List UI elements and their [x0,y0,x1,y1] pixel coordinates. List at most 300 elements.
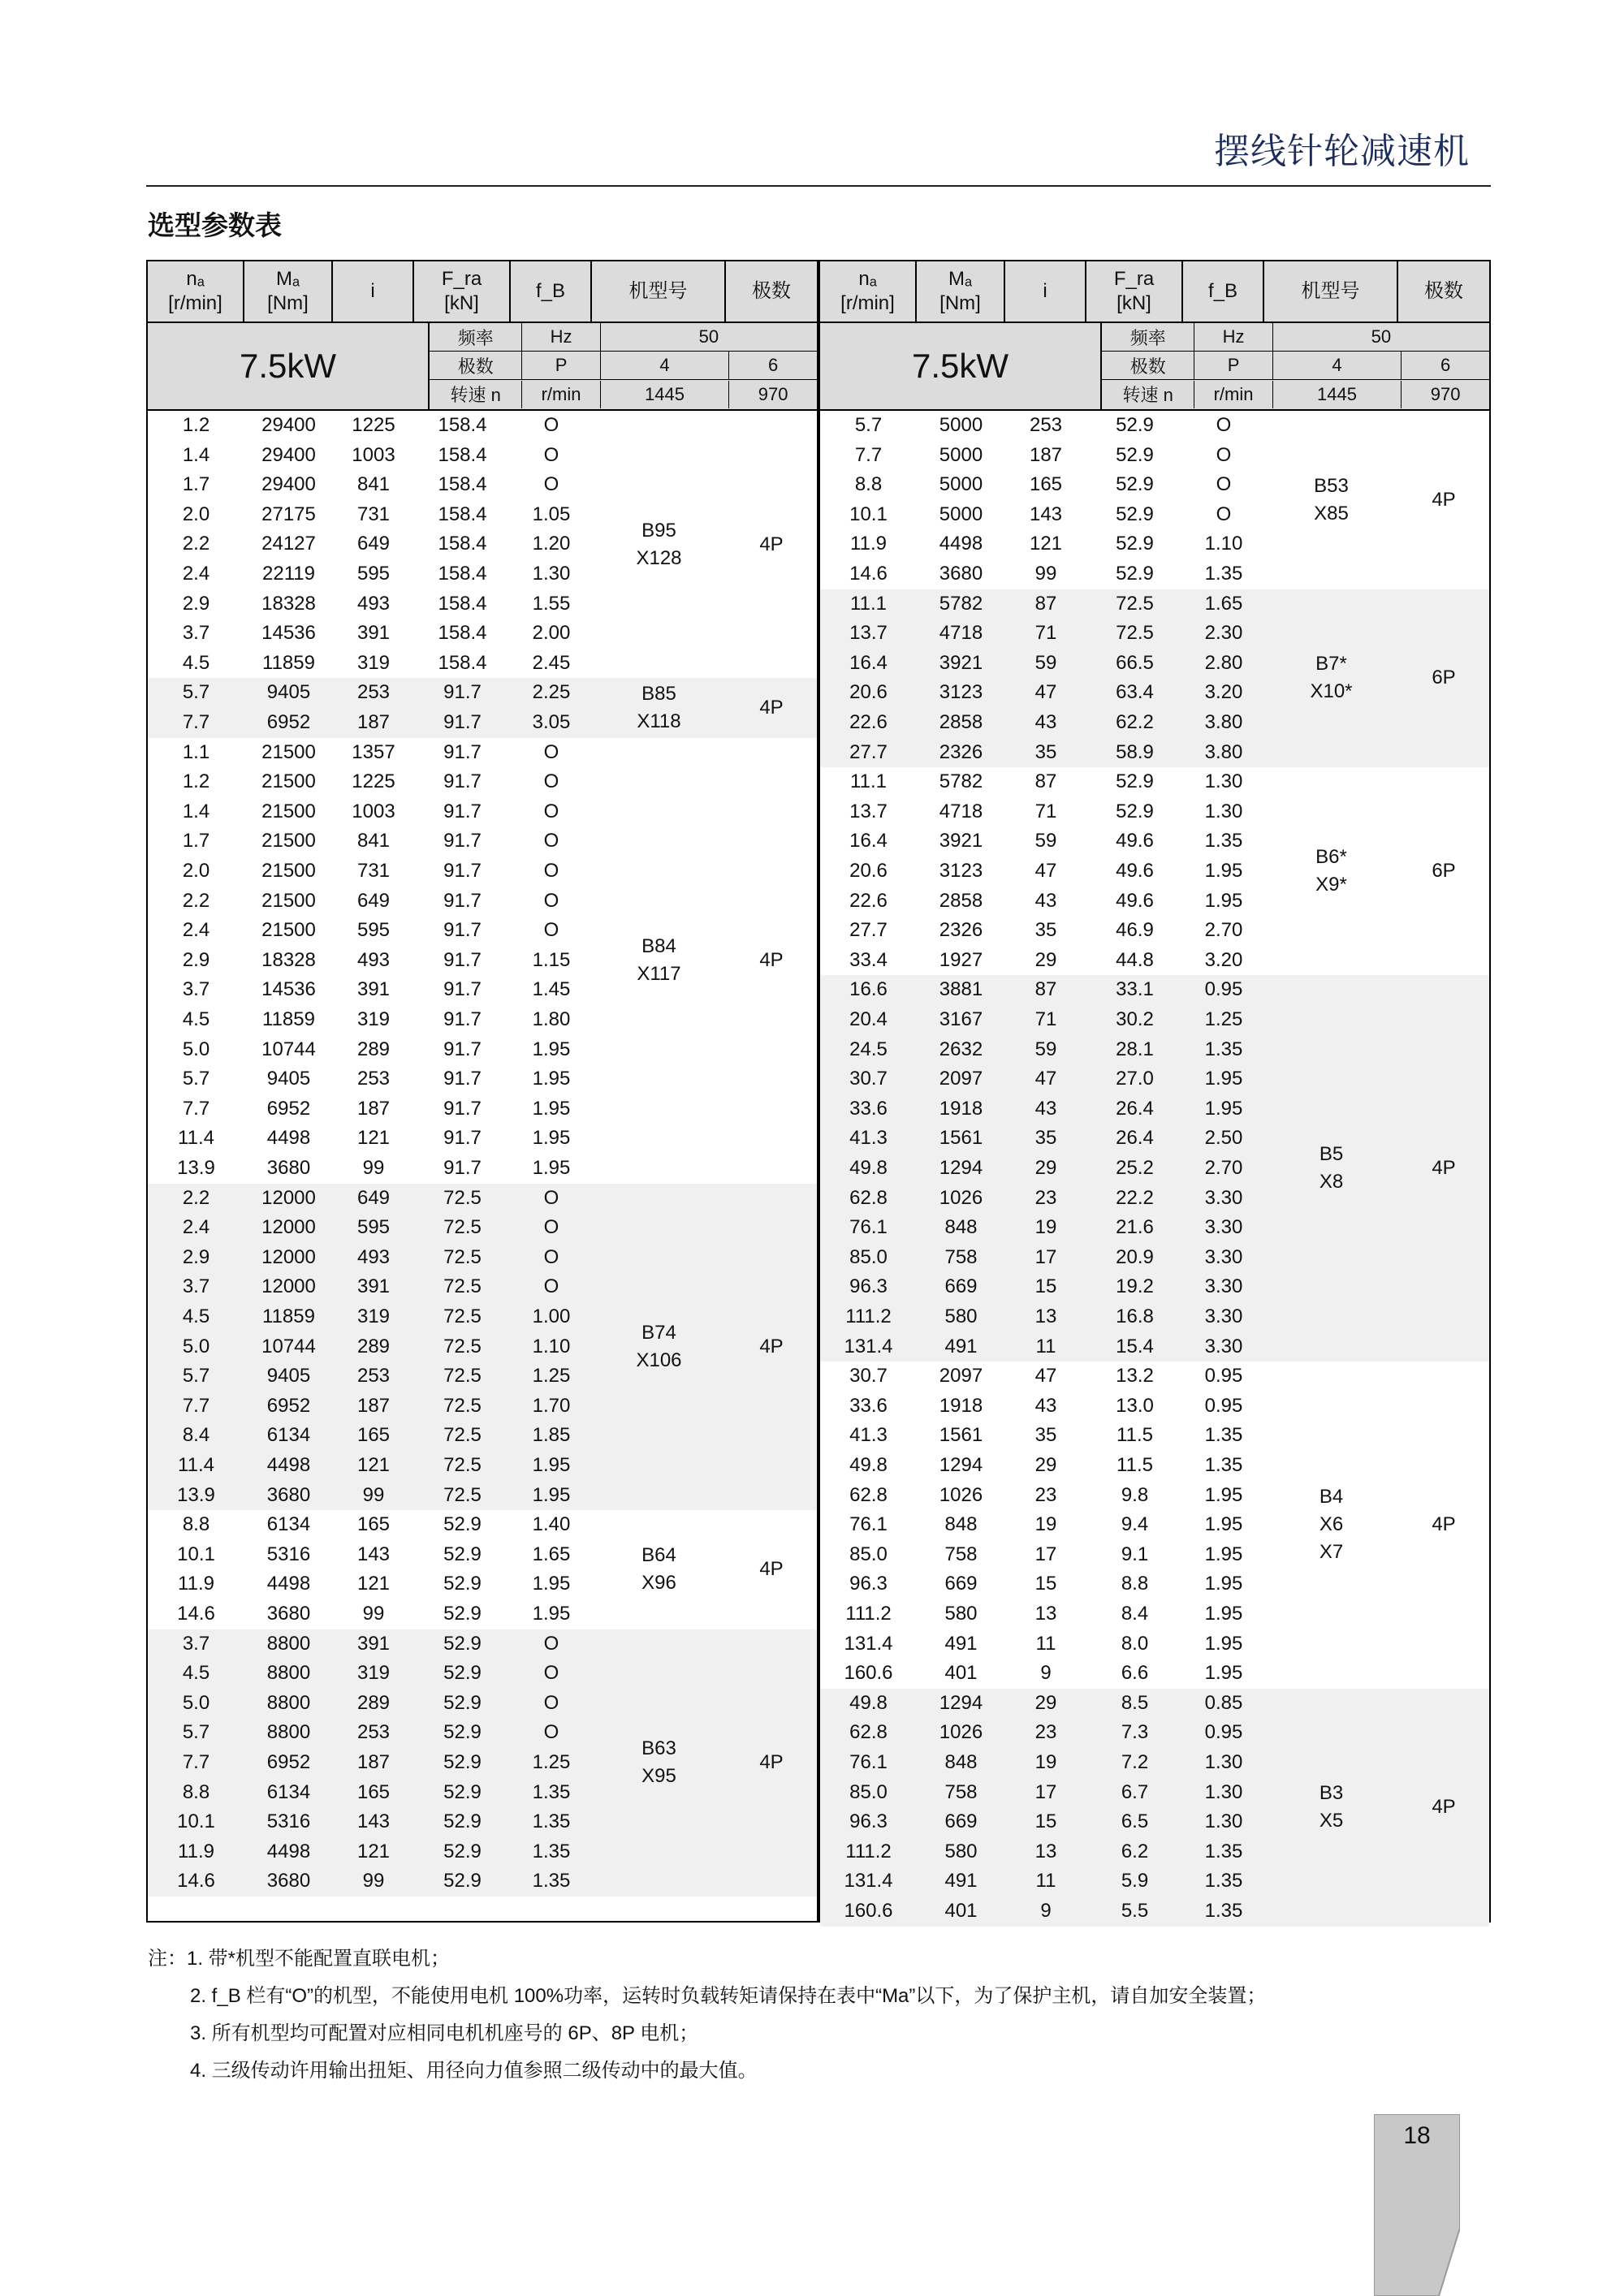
cell-na: 8.8 [182,1513,210,1536]
cell-ma: 669 [944,1810,978,1833]
cell-na: 1.7 [182,473,210,496]
cell-fra: 72.5 [443,1424,482,1447]
cell-na: 5.7 [182,681,210,704]
cell-fra: 63.4 [1116,681,1154,704]
cell-fra: 22.2 [1116,1186,1154,1209]
cell-fb: 1.35 [532,1870,571,1892]
cell-fb: 1.95 [532,1156,571,1179]
model-label: B3 X5 [1319,1782,1344,1832]
cell-fra: 91.7 [443,1097,482,1120]
cell-model [1264,1689,1398,1927]
left-spec-row [430,352,817,380]
cell-ma: 1026 [939,1721,983,1744]
cell-fra: 52.9 [1116,533,1154,555]
cell-fb: 1.35 [1204,830,1243,852]
cell-na: 5.7 [182,1721,210,1744]
cell-fra: 158.4 [438,562,487,585]
cell-poles: 4P [759,1751,784,1774]
cell-fb: 2.70 [1204,1156,1243,1179]
left-col-na-unit: [r/min] [168,292,222,314]
cell-fra: 52.9 [443,1780,482,1803]
cell-na: 96.3 [849,1810,888,1833]
cell-i: 165 [1029,473,1063,496]
cell-fb: 2.00 [532,622,571,645]
cell-na: 76.1 [849,1513,888,1536]
cell-i: 43 [1034,1097,1057,1120]
cell-fra: 91.7 [443,1127,482,1150]
cell-i: 165 [356,1780,391,1803]
cell-na: 13.9 [177,1483,215,1506]
cell-fra: 72.5 [443,1394,482,1417]
cell-fra: 52.9 [443,1543,482,1565]
cell-ma: 3123 [939,681,983,704]
cell-ma: 848 [944,1513,978,1536]
cell-i: 43 [1034,1394,1057,1417]
cell-fra: 91.7 [443,681,482,704]
cell-ma: 2326 [939,740,983,763]
cell-fra: 91.7 [443,889,482,912]
cell-fra: 72.5 [443,1275,482,1298]
cell-fra: 52.9 [1116,503,1154,525]
cell-fra: 46.9 [1116,919,1154,942]
cell-i: 11 [1035,1870,1056,1892]
left-spec-cell: r/min [522,381,600,408]
cell-fra: 49.6 [1116,889,1154,912]
cell-fb: 1.35 [1204,1840,1243,1862]
cell-ma: 758 [944,1543,978,1565]
cell-na: 4.5 [182,1662,210,1685]
cell-fb: 0.85 [1204,1691,1243,1714]
cell-na: 14.6 [849,562,888,585]
cell-fra: 11.5 [1116,1424,1153,1447]
cell-fra: 72.5 [443,1216,482,1239]
cell-i: 595 [356,919,391,942]
selection-table [146,260,1491,1923]
cell-fb: O [543,414,559,436]
right-col-poles-header: 极数 [1424,280,1463,302]
cell-i: 187 [356,1750,391,1773]
cell-fra: 8.8 [1121,1573,1149,1595]
cell-fb: O [543,740,559,763]
right-model-group [820,589,1489,768]
cell-ma: 9405 [266,1068,311,1090]
cell-fb: O [1216,443,1232,466]
cell-model [592,1510,726,1629]
cell-na: 22.6 [849,889,888,912]
cell-i: 143 [356,1543,391,1565]
right-spec-cell: 4 [1273,352,1402,379]
cell-fb: 1.35 [1204,1424,1243,1447]
cell-na: 3.7 [182,1275,210,1298]
cell-ma: 669 [944,1275,978,1298]
cell-na: 8.8 [854,473,883,496]
cell-na: 5.7 [182,1068,210,1090]
cell-fb: 2.25 [532,681,571,704]
cell-fra: 158.4 [438,533,487,555]
cell-na: 131.4 [844,1632,893,1655]
cell-fra: 158.4 [438,503,487,525]
cell-ma: 401 [944,1899,978,1922]
cell-i: 59 [1034,830,1057,852]
cell-fra: 6.5 [1121,1810,1149,1833]
cell-poles: 4P [1432,1157,1456,1180]
cell-fra: 91.7 [443,919,482,942]
note-1: 注：1. 带*机型不能配置直联电机； [148,1948,451,1970]
cell-fb: 1.95 [1204,1632,1243,1655]
cell-fra: 91.7 [443,1008,482,1030]
cell-fra: 91.7 [443,740,482,763]
cell-na: 11.9 [850,533,887,555]
cell-fb: O [543,1632,559,1655]
cell-ma: 11859 [262,651,315,674]
left-model-group [148,1510,817,1629]
cell-fb: 1.30 [1204,1780,1243,1803]
cell-na: 13.9 [177,1156,215,1179]
cell-ma: 6134 [266,1424,311,1447]
cell-fra: 26.4 [1116,1097,1154,1120]
cell-na: 85.0 [849,1245,888,1268]
cell-na: 2.9 [182,592,210,615]
cell-fb: 2.80 [1204,651,1243,674]
cell-i: 143 [356,1810,391,1833]
cell-ma: 6952 [266,1394,311,1417]
cell-ma: 10744 [261,1335,316,1357]
cell-ma: 1294 [939,1691,983,1714]
cell-na: 2.0 [182,503,210,525]
cell-fra: 52.9 [1116,562,1154,585]
cell-fra: 158.4 [438,414,487,436]
cell-fb: 0.95 [1204,1394,1243,1417]
cell-fra: 52.9 [443,1810,482,1833]
cell-i: 289 [356,1335,391,1357]
cell-i: 253 [356,681,391,704]
left-model-group [148,678,817,737]
cell-poles: 4P [1432,488,1456,511]
cell-i: 23 [1034,1186,1057,1209]
cell-ma: 22119 [262,562,315,585]
cell-fra: 8.4 [1121,1602,1149,1625]
cell-fb: 1.25 [1204,1008,1243,1030]
cell-ma: 4718 [939,622,983,645]
cell-fra: 11.5 [1116,1453,1153,1476]
cell-i: 71 [1034,622,1057,645]
cell-fra: 52.9 [443,1721,482,1744]
cell-i: 47 [1034,681,1057,704]
cell-fra: 33.1 [1116,978,1154,1001]
cell-na: 11.9 [178,1840,214,1862]
left-col-fra-symbol: F_ra [441,268,482,290]
right-power-rating: 7.5kW [820,323,1102,409]
cell-i: 99 [362,1870,385,1892]
cell-i: 289 [356,1038,391,1060]
cell-fb: O [543,889,559,912]
cell-fra: 72.5 [443,1453,482,1476]
right-spec-cell: 50 [1371,326,1392,347]
cell-i: 35 [1034,919,1057,942]
cell-fra: 91.7 [443,978,482,1001]
left-spec-cell: 1445 [601,381,730,408]
cell-i: 11 [1035,1632,1056,1655]
left-col-fb-header: f_B [511,261,592,322]
cell-fb: 1.25 [532,1750,571,1773]
cell-na: 2.2 [182,889,210,912]
cell-ma: 9405 [266,681,311,704]
cell-fb: 1.95 [532,1038,571,1060]
cell-na: 85.0 [849,1780,888,1803]
left-spec-cell: P [522,352,600,379]
cell-fb: 1.35 [1204,562,1243,585]
right-spec-cell: 极数 [1102,352,1194,379]
right-spec-cell: 转速 n [1102,381,1194,408]
cell-fb: 1.35 [1204,1899,1243,1922]
model-label: B7* X10* [1310,653,1353,703]
cell-i: 187 [1029,443,1063,466]
cell-ma: 669 [944,1573,978,1595]
cell-fra: 6.7 [1121,1780,1149,1803]
right-model-group [820,975,1489,1362]
cell-fra: 25.2 [1116,1156,1154,1179]
cell-na: 41.3 [849,1127,888,1150]
cell-model [592,1184,726,1511]
cell-na: 10.1 [177,1810,215,1833]
cell-fb: 1.95 [532,1453,571,1476]
cell-fb: 1.95 [532,1602,571,1625]
cell-fra: 158.4 [438,443,487,466]
cell-i: 17 [1034,1245,1057,1268]
cell-na: 2.4 [182,1216,210,1239]
cell-fb: 2.30 [1204,622,1243,645]
cell-fb: 1.65 [1204,592,1243,615]
cell-na: 16.4 [849,651,888,674]
cell-ma: 4498 [939,533,983,555]
cell-na: 111.2 [845,1305,892,1327]
cell-fra: 91.7 [443,770,482,793]
cell-fra: 8.0 [1121,1632,1149,1655]
cell-fra: 91.7 [443,948,482,971]
cell-i: 187 [356,710,391,733]
cell-ma: 401 [944,1662,978,1685]
cell-fra: 7.3 [1121,1721,1149,1744]
left-header-row [148,261,817,323]
cell-na: 1.4 [182,443,210,466]
cell-i: 841 [356,830,391,852]
cell-poles: 4P [759,1558,784,1581]
cell-fb: 1.35 [532,1810,571,1833]
cell-ma: 5316 [266,1543,311,1565]
cell-na: 13.7 [849,622,888,645]
cell-ma: 29400 [261,473,316,496]
cell-i: 43 [1034,889,1057,912]
cell-ma: 491 [944,1335,978,1357]
right-model-group [820,767,1489,975]
cell-i: 165 [356,1424,391,1447]
cell-fb: 1.80 [532,1008,571,1030]
left-spec-cell: 频率 [430,323,522,351]
cell-fra: 72.5 [443,1305,482,1327]
right-spec-row [1102,381,1489,409]
right-spec-row [1102,323,1489,352]
left-motor-spec [148,323,817,411]
cell-fb: 3.05 [532,710,571,733]
cell-na: 62.8 [849,1186,888,1209]
cell-fra: 9.8 [1121,1483,1149,1506]
page-number: 18 [1403,2122,1431,2149]
left-model-group [148,411,817,678]
cell-fb: 1.20 [532,533,571,555]
cell-fb: 1.95 [1204,1513,1243,1536]
model-label: B95 X128 [636,519,682,569]
cell-model [592,411,726,678]
cell-ma: 1294 [939,1453,983,1476]
cell-na: 1.4 [182,800,210,822]
cell-ma: 18328 [261,592,316,615]
header-rule [146,185,1491,187]
cell-fb: 2.50 [1204,1127,1243,1150]
cell-fb: 1.30 [1204,770,1243,793]
cell-i: 87 [1034,770,1057,793]
cell-fb: 1.35 [1204,1453,1243,1476]
left-spec-cell: 4 [601,352,730,379]
cell-fb: 3.20 [1204,681,1243,704]
cell-i: 47 [1034,1365,1057,1388]
cell-i: 121 [1029,533,1063,555]
cell-fra: 9.4 [1121,1513,1149,1536]
note-2: 2. f_B 栏有“O”的机型，不能使用电机 100%功率，运转时负载转矩请保持在表中“Ma”以下，为了保护主机，请自加安全装置； [190,1985,1267,2007]
cell-fra: 158.4 [438,473,487,496]
cell-na: 11.4 [178,1453,214,1476]
cell-ma: 21500 [261,889,316,912]
cell-ma: 3680 [266,1156,311,1179]
cell-ma: 491 [944,1632,978,1655]
model-label: B63 X95 [641,1737,676,1788]
cell-i: 47 [1034,1068,1057,1090]
cell-poles: 4P [759,533,784,555]
cell-fra: 72.5 [443,1186,482,1209]
cell-i: 9 [1040,1662,1052,1685]
cell-i: 121 [356,1453,391,1476]
cell-na: 7.7 [182,710,210,733]
cell-ma: 12000 [261,1186,316,1209]
brand-title: 摆线针轮减速机 [1214,132,1470,171]
right-table-body [820,411,1489,1923]
cell-i: 319 [356,651,391,674]
cell-na: 49.8 [849,1691,888,1714]
cell-ma: 5000 [939,414,983,436]
cell-fra: 72.5 [1116,622,1154,645]
cell-ma: 27175 [261,503,316,525]
cell-na: 5.7 [854,414,883,436]
model-label: B6* X9* [1315,846,1347,896]
cell-na: 11.9 [178,1573,214,1595]
cell-ma: 5000 [939,473,983,496]
right-col-ma-header [917,261,1005,322]
right-col-ma-unit: [Nm] [939,292,981,314]
cell-fra: 52.9 [1116,414,1154,436]
cell-fb: 1.35 [1204,1038,1243,1060]
cell-i: 17 [1034,1780,1057,1803]
cell-na: 111.2 [845,1602,892,1625]
cell-ma: 5000 [939,503,983,525]
right-col-ma-symbol: Mₐ [948,268,972,290]
left-model-group [148,738,817,1184]
cell-ma: 4718 [939,800,983,822]
cell-fb: O [543,1186,559,1209]
cell-na: 8.4 [182,1424,210,1447]
cell-na: 33.4 [849,948,888,971]
cell-fb: 1.10 [532,1335,571,1357]
cell-fb: 3.80 [1204,740,1243,763]
cell-i: 99 [362,1156,385,1179]
cell-i: 187 [356,1394,391,1417]
section-title: 选型参数表 [148,210,282,240]
right-col-na-unit: [r/min] [840,292,895,314]
cell-na: 11.1 [850,770,887,793]
cell-na: 20.6 [849,859,888,882]
cell-fra: 44.8 [1116,948,1154,971]
cell-i: 253 [356,1365,391,1388]
cell-fra: 158.4 [438,592,487,615]
cell-i: 19 [1034,1750,1057,1773]
cell-fb: O [543,473,559,496]
cell-fb: O [543,1662,559,1685]
left-spec-row [430,323,817,352]
right-col-fra-unit: [kN] [1116,292,1151,314]
cell-fb: 1.95 [532,1097,571,1120]
cell-fra: 7.2 [1121,1750,1149,1773]
cell-fb: O [543,770,559,793]
cell-fb: O [543,1691,559,1714]
cell-ma: 2858 [939,889,983,912]
cell-ma: 3680 [939,562,983,585]
cell-fra: 52.9 [443,1870,482,1892]
cell-fb: 1.95 [532,1127,571,1150]
cell-i: 649 [356,889,391,912]
cell-na: 7.7 [182,1394,210,1417]
cell-i: 289 [356,1691,391,1714]
cell-na: 5.0 [182,1691,210,1714]
cell-fb: O [543,1721,559,1744]
left-col-poles-header: 极数 [752,280,791,302]
cell-na: 5.0 [182,1038,210,1060]
cell-ma: 12000 [261,1245,316,1268]
cell-fb: 1.30 [1204,1810,1243,1833]
cell-i: 391 [356,1275,391,1298]
cell-i: 29 [1034,1691,1057,1714]
left-spec-cell: 50 [698,326,719,347]
cell-ma: 8800 [266,1691,311,1714]
cell-fb: 1.35 [1204,1870,1243,1892]
cell-fb: 1.95 [1204,1483,1243,1506]
cell-ma: 6134 [266,1780,311,1803]
cell-poles: 4P [1432,1796,1456,1819]
cell-na: 22.6 [849,710,888,733]
cell-ma: 2858 [939,710,983,733]
cell-model [592,678,726,737]
cell-fb: 3.30 [1204,1186,1243,1209]
left-model-group [148,1629,817,1897]
cell-i: 87 [1034,978,1057,1001]
cell-ma: 21500 [261,740,316,763]
cell-ma: 4498 [266,1840,311,1862]
cell-i: 19 [1034,1513,1057,1536]
cell-ma: 3123 [939,859,983,882]
cell-ma: 29400 [261,414,316,436]
cell-na: 62.8 [849,1483,888,1506]
cell-na: 3.7 [182,622,210,645]
cell-fra: 72.5 [443,1245,482,1268]
cell-na: 1.2 [182,770,210,793]
cell-model [1264,767,1398,975]
